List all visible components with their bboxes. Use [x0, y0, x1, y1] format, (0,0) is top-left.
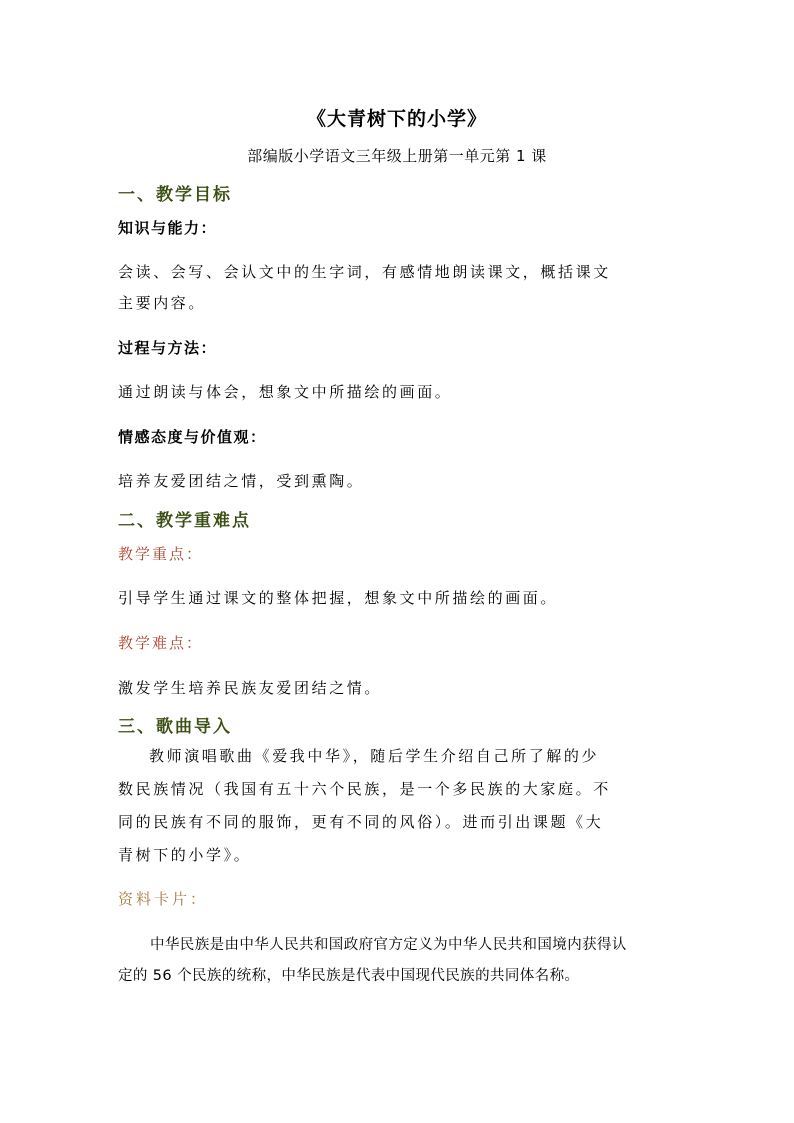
intro-paragraph-line-2: 数民族情况（我国有五十六个民族，是一个多民族的大家庭。不	[118, 780, 611, 798]
section-heading-song-intro: 三、歌曲导入	[118, 717, 232, 737]
document-title: 《大青树下的小学》	[306, 108, 487, 130]
label-info-card: 资料卡片：	[118, 890, 209, 908]
intro-paragraph-line-4: 青树下的小学》。	[118, 846, 252, 864]
intro-paragraph-line-3: 同的民族有不同的服饰，更有不同的风俗）。进而引出课题《大	[118, 813, 604, 831]
knowledge-text-line-2: 主要内容。	[118, 294, 207, 312]
key-point-text: 引导学生通过课文的整体把握，想象文中所描绘的画面。	[118, 589, 559, 607]
subheading-process-method: 过程与方法：	[118, 339, 218, 357]
difficult-point-text: 激发学生培养民族友爱团结之情。	[118, 679, 383, 697]
subheading-knowledge-ability: 知识与能力：	[118, 219, 218, 237]
intro-paragraph-line-1: 教师演唱歌曲《爱我中华》，随后学生介绍自己所了解的少	[149, 747, 600, 765]
label-key-point: 教学重点：	[118, 545, 204, 563]
info-card-text-line-1: 中华民族是由中华人民共和国政府官方定义为中华人民共和国境内获得认	[150, 937, 627, 953]
knowledge-text-line-1: 会读、会写、会认文中的生字词，有感情地朗读课文，概括课文	[118, 263, 611, 281]
label-difficult-point: 教学难点：	[118, 634, 204, 652]
process-text: 通过朗读与体会，想象文中所描绘的画面。	[118, 383, 453, 401]
section-heading-teaching-goals: 一、教学目标	[118, 185, 232, 205]
info-card-text-line-2: 定的 56 个民族的统称，中华民族是代表中国现代民族的共同体名称。	[118, 968, 580, 984]
section-heading-key-difficult-points: 二、教学重难点	[118, 511, 251, 531]
document-subtitle: 部编版小学语文三年级上册第一单元第 1 课	[247, 147, 547, 165]
emotion-text: 培养友爱团结之情，受到熏陶。	[118, 472, 365, 490]
subheading-emotion-values: 情感态度与价值观：	[118, 428, 267, 446]
